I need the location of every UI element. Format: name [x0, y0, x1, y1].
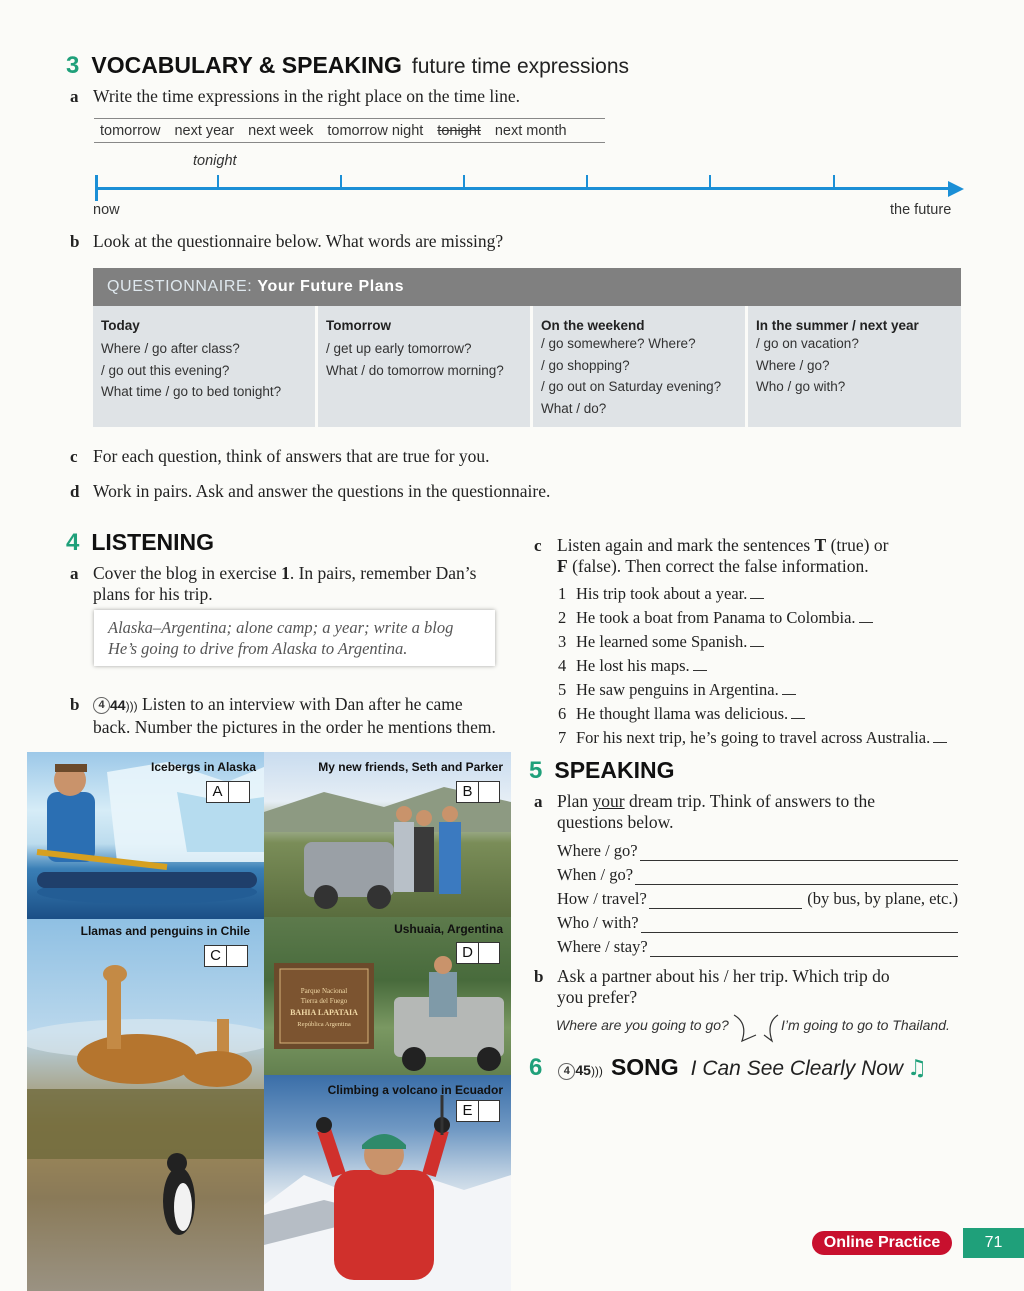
- section-title: VOCABULARY & SPEAKING: [91, 52, 402, 78]
- section-3-heading: [66, 52, 629, 80]
- audio-disc-icon[interactable]: 4: [558, 1063, 575, 1080]
- photo-caption: Climbing a volcano in Ecuador: [327, 1083, 503, 1097]
- questionnaire-header: [93, 268, 961, 306]
- timeline-tick: [709, 175, 711, 188]
- sign-text: Parque Nacional: [300, 987, 348, 995]
- word-item: next month: [494, 122, 567, 139]
- section-title: LISTENING: [91, 529, 215, 555]
- answer-blank[interactable]: [791, 718, 805, 719]
- exercise-3b: b Look at the questionnaire below. What words are missing?: [70, 231, 504, 251]
- answer-box[interactable]: D: [456, 942, 500, 964]
- timeline-tick: [340, 175, 342, 188]
- answer-blank[interactable]: [750, 646, 764, 647]
- photo-caption: Ushuaia, Argentina: [394, 922, 503, 936]
- section-number: 4: [66, 529, 80, 556]
- section-title: SPEAKING: [554, 757, 675, 783]
- tf-item: 3 He learned some Spanish.: [558, 632, 764, 652]
- photo-ushuaia: [264, 917, 511, 1075]
- answer-box[interactable]: E: [456, 1100, 500, 1122]
- photo-icebergs-alaska: [27, 752, 264, 919]
- ushuaia-illustration: [264, 917, 511, 1075]
- timeline-tick: [586, 175, 588, 188]
- music-note-icon: ♫: [907, 1056, 927, 1081]
- audio-disc-icon[interactable]: 4: [93, 697, 110, 714]
- answer-box[interactable]: C: [204, 945, 248, 967]
- speech-bubble-tail: [730, 1013, 766, 1045]
- llama-penguin-illustration: [27, 919, 264, 1291]
- word-item: tomorrow night: [327, 122, 424, 139]
- speech-bubble-question: Where are you going to go?: [556, 1017, 729, 1033]
- questionnaire-column-weekend: On the weekend / go somewhere? Where? / go shopping? / go out on Saturday evening? What / do?: [533, 306, 745, 427]
- section-number: 6: [529, 1054, 543, 1081]
- write-line[interactable]: [641, 919, 958, 933]
- exercise-3a: a Write the time expressions in the right place on the time line.: [70, 86, 520, 106]
- timeline-start-mark: [95, 175, 98, 201]
- timeline-tick: [217, 175, 219, 188]
- prompt-line: Where / stay?: [557, 937, 958, 957]
- questionnaire-label: QUESTIONNAIRE:: [107, 278, 253, 295]
- kayaker-illustration: [27, 752, 264, 919]
- answer-blank[interactable]: [933, 742, 947, 743]
- answer-box[interactable]: A: [206, 781, 250, 803]
- timeline-filled-answer: tonight: [193, 153, 237, 169]
- timeline-start-label: now: [93, 202, 120, 218]
- page-number: 71: [963, 1228, 1024, 1258]
- section-subtitle: future time expressions: [411, 55, 630, 78]
- photo-caption: Icebergs in Alaska: [151, 760, 256, 774]
- prompt-line: Who / with?: [557, 913, 958, 933]
- word-item: tomorrow: [100, 122, 161, 139]
- photo-caption: Llamas and penguins in Chile: [80, 924, 250, 938]
- friends-illustration: [264, 752, 511, 917]
- exercise-4c: c Listen again and mark the sentences T (true) or F (false). Then correct the false information.: [534, 535, 889, 576]
- section-6-heading: [529, 1054, 927, 1082]
- answer-blank[interactable]: [859, 622, 873, 623]
- word-box: [94, 118, 605, 143]
- answer-blank[interactable]: [693, 670, 707, 671]
- exercise-4b: b 4 44))) Listen to an interview with Dan after he came back. Number the pictures in the order he mentions them.: [70, 694, 496, 737]
- speech-bubble-answer: I’m going to go to Thailand.: [781, 1017, 950, 1033]
- answer-blank[interactable]: [750, 598, 764, 599]
- sign-text: BAHIA LAPATAIA: [290, 1008, 358, 1017]
- section-4-heading: [66, 529, 214, 557]
- tf-item: 4 He lost his maps.: [558, 656, 707, 676]
- timeline-end-label: the future: [890, 202, 952, 218]
- photo-llamas-penguins: [27, 919, 264, 1291]
- tf-item: 1 His trip took about a year.: [558, 584, 764, 604]
- write-line[interactable]: [640, 847, 958, 861]
- sign-text: República Argentina: [297, 1021, 351, 1028]
- section-5-heading: [529, 757, 675, 785]
- exercise-3d: d Work in pairs. Ask and answer the questions in the questionnaire.: [70, 481, 551, 501]
- audio-track[interactable]: 44: [110, 697, 126, 713]
- write-line[interactable]: [650, 943, 958, 957]
- section-number: 5: [529, 757, 543, 784]
- photo-friends: [264, 752, 511, 917]
- online-practice-button[interactable]: Online Practice: [812, 1231, 952, 1255]
- photo-caption: My new friends, Seth and Parker: [318, 760, 503, 774]
- section-number: 3: [66, 52, 80, 79]
- sign-text: Tierra del Fuego: [300, 997, 348, 1005]
- prompt-line: How / travel? (by bus, by plane, etc.): [557, 889, 958, 908]
- timeline-tick: [833, 175, 835, 188]
- exercise-3c: c For each question, think of answers that are true for you.: [70, 446, 490, 466]
- blog-notes-box: Alaska–Argentina; alone camp; a year; write a blog He’s going to drive from Alaska to Argentina.: [94, 610, 495, 666]
- speaker-icon: ))): [125, 699, 138, 713]
- exercise-5a: a Plan your dream trip. Think of answers to the questions below.: [534, 791, 876, 832]
- prompt-line: Where / go?: [557, 841, 958, 861]
- speaker-icon: ))): [590, 1064, 603, 1078]
- questionnaire-column-tomorrow: Tomorrow / get up early tomorrow? What / do tomorrow morning?: [318, 306, 530, 427]
- word-item-crossed: tonight: [437, 122, 481, 139]
- timeline-arrowhead: [948, 181, 964, 197]
- song-title: I Can See Clearly Now: [690, 1057, 904, 1080]
- tf-item: 7 For his next trip, he’s going to travel across Australia.: [558, 728, 947, 748]
- write-line[interactable]: [649, 895, 802, 909]
- answer-box[interactable]: B: [456, 781, 500, 803]
- questionnaire-title: Your Future Plans: [257, 278, 405, 295]
- tf-item: 5 He saw penguins in Argentina.: [558, 680, 796, 700]
- word-item: next week: [248, 122, 314, 139]
- answer-blank[interactable]: [782, 694, 796, 695]
- tf-item: 6 He thought llama was delicious.: [558, 704, 805, 724]
- write-line[interactable]: [635, 871, 958, 885]
- tf-item: 2 He took a boat from Panama to Colombia.: [558, 608, 873, 628]
- timeline-line: [96, 187, 954, 190]
- timeline-tick: [463, 175, 465, 188]
- photo-volcano-ecuador: [264, 1075, 511, 1291]
- exercise-5b: b Ask a partner about his / her trip. Which trip do you prefer?: [534, 966, 890, 1007]
- prompt-line: When / go?: [557, 865, 958, 885]
- word-item: next year: [174, 122, 235, 139]
- section-title: SONG: [610, 1054, 679, 1080]
- audio-track[interactable]: 45: [575, 1062, 591, 1078]
- questionnaire-column-summer: In the summer / next year / go on vacation? Where / go? Who / go with?: [748, 306, 961, 427]
- exercise-4a: a Cover the blog in exercise 1. In pairs, remember Dan’s plans for his trip.: [70, 563, 477, 604]
- questionnaire-column-today: Today Where / go after class? / go out this evening? What time / go to bed tonight?: [93, 306, 315, 427]
